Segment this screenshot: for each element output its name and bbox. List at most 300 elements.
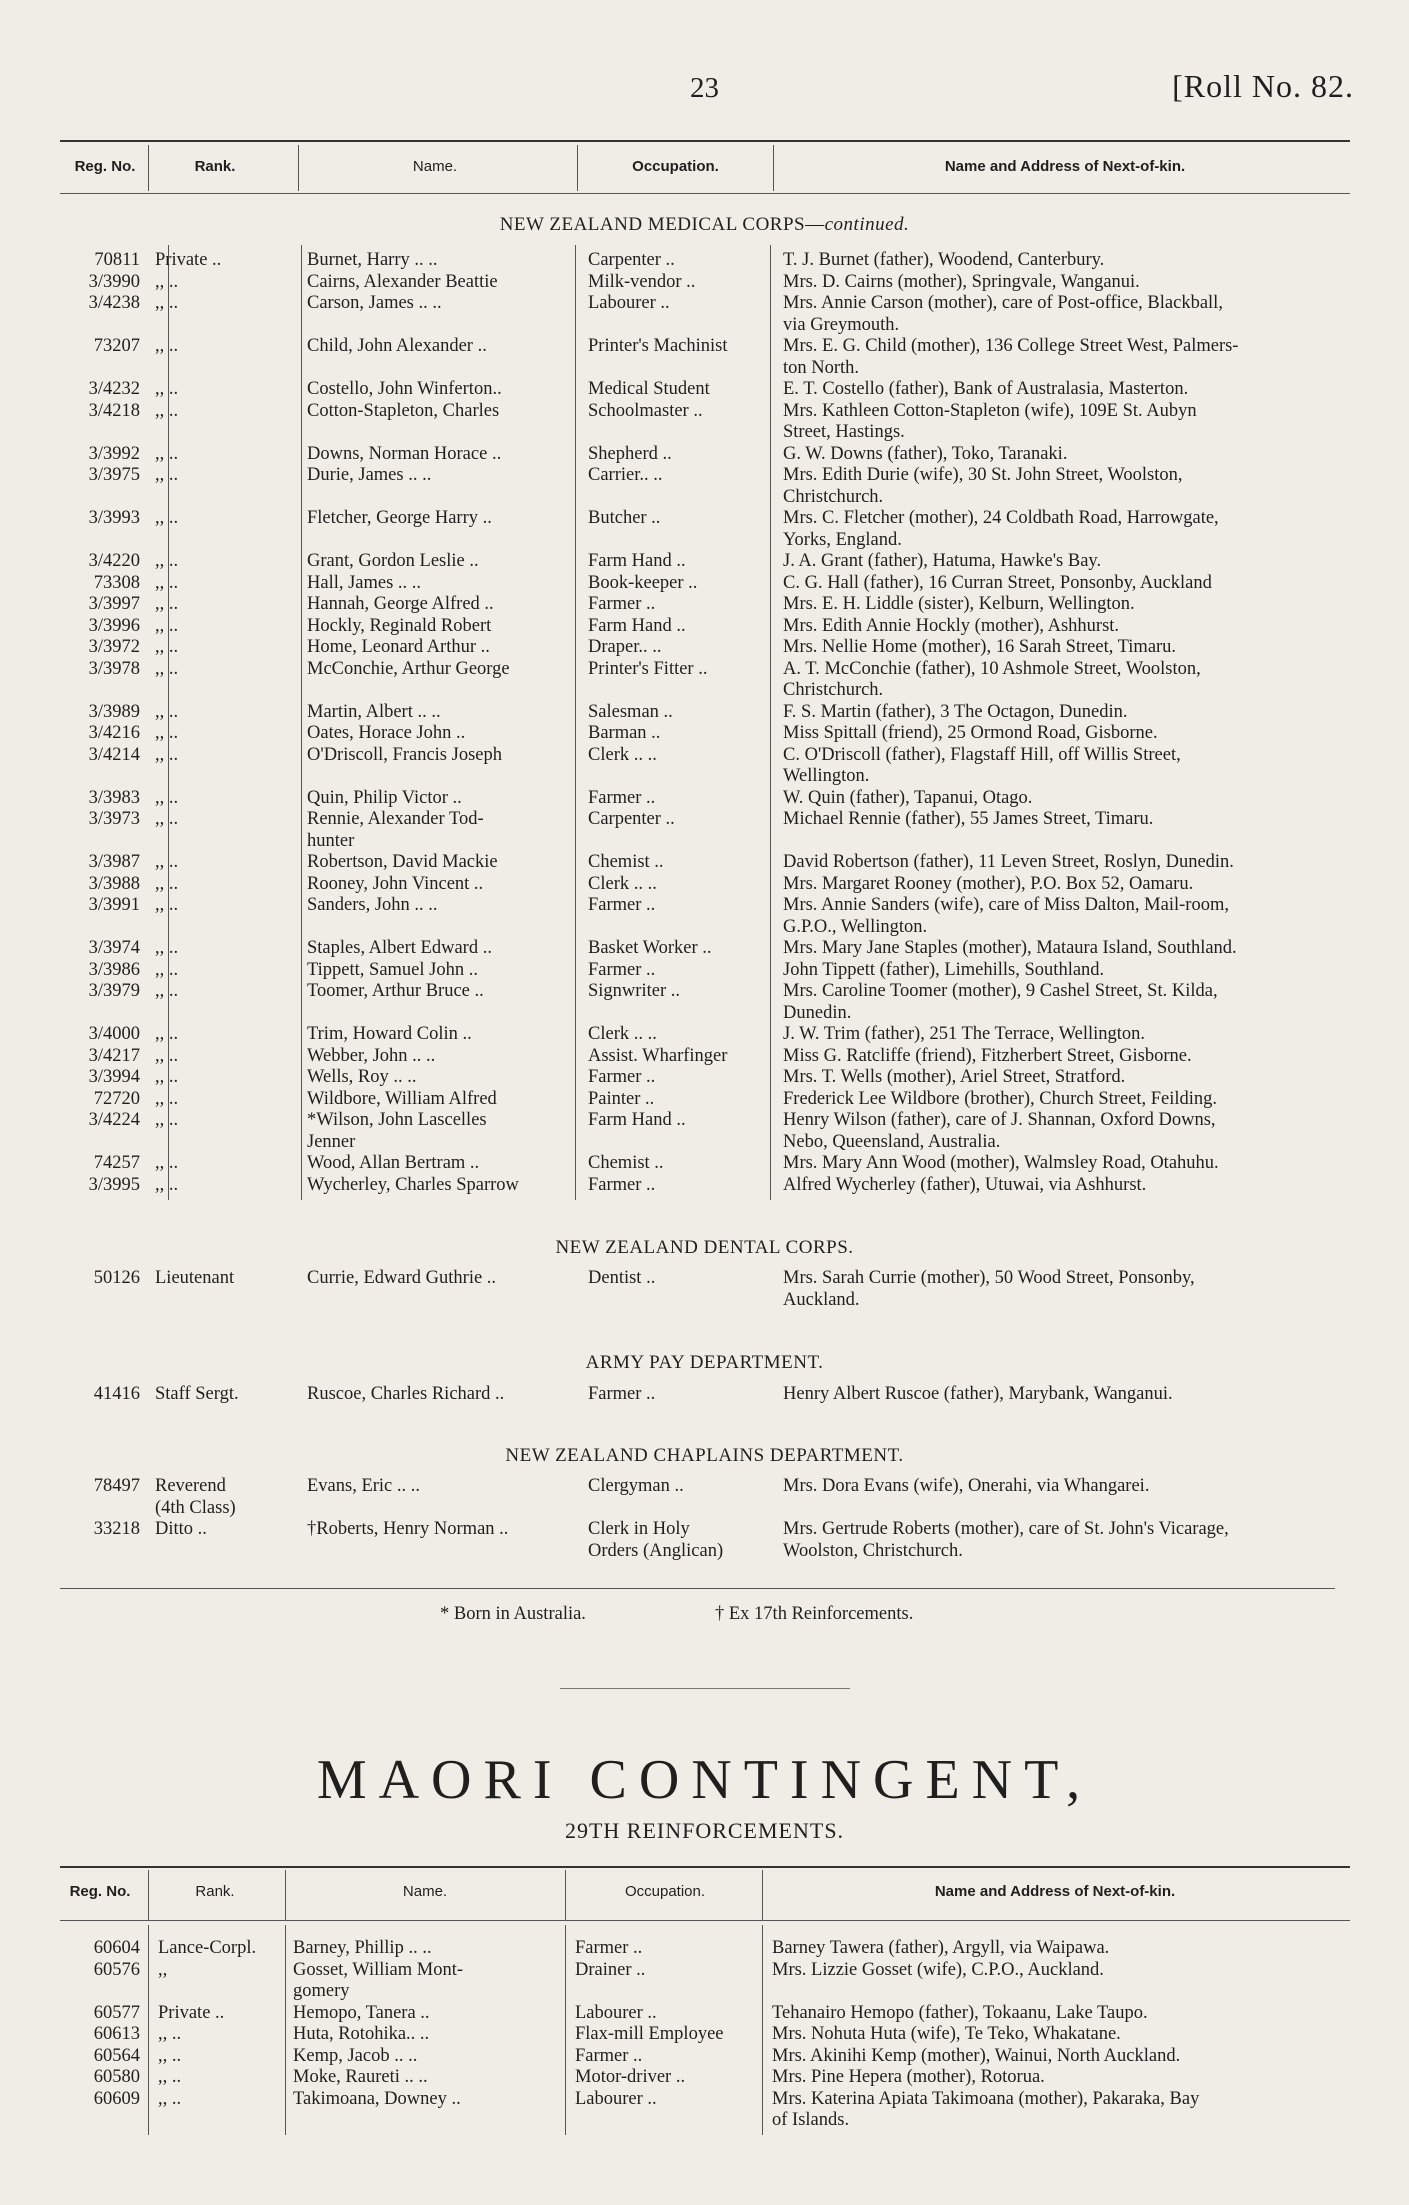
reg-no-cell: 3/4217 [88,1045,140,1066]
name-cell: Hannah, George Alfred .. [307,594,494,614]
table-row [0,593,1409,615]
next-of-kin-cell: Henry Wilson (father), care of J. Shannan, Oxford Downs, [783,1110,1216,1130]
reg-no-cell: 3/3992 [88,443,140,464]
table-row [0,2023,1409,2045]
table-row [0,1383,1409,1405]
page-number: 23 [690,72,719,104]
table-row [0,2066,1409,2088]
name-cell: Ruscoe, Charles Richard .. [307,1384,505,1404]
rank-cell: (4th Class) [155,1497,236,1518]
occupation-cell: Signwriter .. [588,981,680,1001]
occupation-cell: Flax-mill Employee [575,2024,724,2044]
name-cell: Evans, Eric .. .. [307,1476,421,1496]
next-of-kin-cell: F. S. Martin (father), 3 The Octagon, Dunedin. [783,701,1128,722]
occupation-cell: Printer's Fitter .. [588,658,708,679]
occupation-cell: Clerk .. .. [588,1024,657,1044]
table-row [0,1152,1409,1174]
occupation-cell: Butcher .. [588,508,661,528]
table-row [0,744,1409,766]
reg-no-cell: 3/4216 [88,723,140,743]
table-row [0,830,1409,852]
reg-no-cell: 3/3993 [88,508,140,528]
table-row [0,679,1409,701]
maori-contingent-title: MAORI CONTINGENT, [316,1749,1093,1811]
next-of-kin-cell: W. Quin (father), Tapanui, Otago. [783,787,1033,808]
reg-no-cell: 3/4000 [88,1024,140,1044]
rank-cell: Ditto .. [155,1519,207,1539]
next-of-kin-cell: Mrs. D. Cairns (mother), Springvale, Wanganui. [783,271,1140,292]
reg-no-cell: 60580 [93,2067,140,2087]
rank-cell: ,, .. [155,615,179,636]
occupation-cell: Clerk .. .. [588,873,657,894]
reg-no-cell: 3/3974 [88,938,140,958]
reg-no-cell: 60576 [93,1959,140,1980]
next-of-kin-cell: Mrs. Edith Durie (wife), 30 St. John Street, Woolston, [783,465,1183,485]
rank-cell: ,, .. [158,2088,182,2109]
table-row [0,1045,1409,1067]
reg-no-cell: 3/3987 [88,852,140,872]
occupation-cell: Clergyman .. [588,1476,684,1496]
table-row [0,980,1409,1002]
name-cell: gomery [293,1981,350,2001]
table-row [0,421,1409,443]
table-row [0,2109,1409,2131]
next-of-kin-cell: Alfred Wycherley (father), Utuwai, via Ashhurst. [783,1174,1147,1195]
table-row [0,1066,1409,1088]
occupation-cell: Carpenter .. [588,250,675,270]
name-cell: Hall, James .. .. [307,572,422,593]
name-cell: Cotton-Stapleton, Charles [307,400,500,421]
next-of-kin-cell: Mrs. Sarah Currie (mother), 50 Wood Street, Ponsonby, [783,1268,1195,1288]
rank-cell: Reverend [155,1476,226,1496]
occupation-cell: Dentist .. [588,1268,656,1288]
header-divider [298,145,299,191]
rank-cell: ,, .. [155,959,179,980]
name-cell: Quin, Philip Victor .. [307,787,462,808]
rank-cell: ,, .. [155,637,179,657]
occupation-cell: Basket Worker .. [588,938,712,958]
next-of-kin-cell: Mrs. Kathleen Cotton-Stapleton (wife), 109E St. Aubyn [783,400,1197,421]
rank-cell: ,, .. [155,465,179,485]
table-row [0,271,1409,293]
reg-no-cell: 3/3978 [88,658,140,679]
section-separator [560,1688,850,1689]
occupation-cell: Chemist .. [588,852,664,872]
reg-no-cell: 3/4218 [88,400,140,421]
occupation-cell: Farmer .. [588,959,656,980]
occupation-cell: Chemist .. [588,1153,664,1173]
name-cell: Tippett, Samuel John .. [307,959,478,980]
reg-no-cell: 41416 [93,1384,140,1404]
rank-cell: Private .. [158,2002,225,2023]
maori-header-occupation: Occupation. [624,1883,706,1900]
table-row [0,486,1409,508]
name-cell: Downs, Norman Horace .. [307,443,502,464]
reg-no-cell: 73308 [93,572,140,593]
occupation-cell: Carpenter .. [588,809,675,829]
rank-cell: ,, .. [155,1024,179,1044]
name-cell: Wells, Roy .. .. [307,1067,417,1087]
name-cell: Staples, Albert Edward .. [307,938,492,958]
reg-no-cell: 70811 [94,250,140,270]
next-of-kin-cell: J. A. Grant (father), Hatuma, Hawke's Bay. [783,551,1102,571]
occupation-cell: Draper.. .. [588,637,662,657]
maori-header-divider [148,1870,149,1920]
table-row [0,400,1409,422]
reg-no-cell: 33218 [93,1519,140,1539]
occupation-cell: Milk-vendor .. [588,271,696,292]
next-of-kin-cell: E. T. Costello (father), Bank of Australasia, Masterton. [783,379,1189,399]
header-rule-top [60,140,1350,142]
occupation-cell: Farmer .. [588,787,656,808]
next-of-kin-cell: Henry Albert Ruscoe (father), Marybank, Wanganui. [783,1384,1173,1404]
name-cell: Takimoana, Downey .. [293,2088,461,2109]
header-rule-bottom [60,193,1350,194]
occupation-cell: Book-keeper .. [588,572,698,593]
rank-cell: ,, .. [155,744,179,765]
next-of-kin-cell: Mrs. Margaret Rooney (mother), P.O. Box 52, Oamaru. [783,873,1194,894]
maori-header-name: Name. [402,1883,448,1900]
table-row [0,507,1409,529]
next-of-kin-cell: Wellington. [783,766,870,786]
name-cell: Kemp, Jacob .. .. [293,2045,418,2066]
table-row [0,550,1409,572]
footnote-born: * Born in Australia. [440,1604,586,1624]
maori-header-divider [762,1870,763,1920]
next-of-kin-cell: Mrs. Gertrude Roberts (mother), care of St. John's Vicarage, [783,1519,1229,1539]
next-of-kin-cell: Christchurch. [783,486,884,507]
table-row [0,1131,1409,1153]
footnote-rule [60,1588,1335,1589]
next-of-kin-cell: Mrs. Lizzie Gosset (wife), C.P.O., Auckland. [772,1959,1104,1980]
occupation-cell: Labourer .. [588,293,670,313]
table-row [0,1540,1409,1562]
reg-no-cell: 60564 [93,2045,140,2066]
name-cell: Wildbore, William Alfred [307,1088,497,1109]
footnote-ex: † Ex 17th Reinforcements. [715,1604,914,1624]
name-cell: Hemopo, Tanera .. [293,2002,430,2023]
maori-contingent-subtitle: 29TH REINFORCEMENTS. [564,1818,845,1843]
rank-cell: ,, [158,1959,168,1980]
rank-cell: ,, .. [155,551,179,571]
name-cell: Sanders, John .. .. [307,895,438,915]
reg-no-cell: 3/4214 [88,744,140,765]
rank-cell: Private .. [155,250,222,270]
reg-no-cell: 60577 [93,2002,140,2023]
rank-cell: ,, .. [155,701,179,722]
rank-cell: ,, .. [155,873,179,894]
next-of-kin-cell: Mrs. E. G. Child (mother), 136 College Street West, Palmers- [783,336,1239,356]
table-row [0,464,1409,486]
occupation-cell: Farm Hand .. [588,615,686,636]
next-of-kin-cell: C. O'Driscoll (father), Flagstaff Hill, off Willis Street, [783,744,1181,765]
rank-cell: ,, .. [158,2024,182,2044]
occupation-cell: Orders (Anglican) [588,1540,724,1561]
next-of-kin-cell: Mrs. Nellie Home (mother), 16 Sarah Street, Timaru. [783,637,1177,657]
occupation-cell: Farmer .. [588,1067,656,1087]
rank-cell: ,, .. [155,572,179,593]
name-cell: Costello, John Winferton.. [307,379,502,399]
occupation-cell: Printer's Machinist [588,336,728,356]
name-cell: Grant, Gordon Leslie .. [307,551,479,571]
occupation-cell: Carrier.. .. [588,465,663,485]
maori-header-rule-bottom [60,1920,1350,1921]
rank-cell: ,, .. [155,336,179,356]
name-cell: Home, Leonard Arthur .. [307,637,490,657]
table-row [0,314,1409,336]
name-cell: McConchie, Arthur George [307,658,510,679]
name-cell: Currie, Edward Guthrie .. [307,1268,497,1288]
next-of-kin-cell: Yorks, England. [783,529,902,550]
occupation-cell: Farmer .. [588,1174,656,1195]
next-of-kin-cell: Mrs. Katerina Apiata Takimoana (mother), Pakaraka, Bay [772,2088,1200,2109]
next-of-kin-cell: Mrs. Annie Sanders (wife), care of Miss Dalton, Mail-room, [783,895,1229,915]
occupation-cell: Farmer .. [575,1938,643,1958]
rank-cell: ,, .. [155,787,179,808]
occupation-cell: Clerk .. .. [588,744,657,765]
next-of-kin-cell: Mrs. Dora Evans (wife), Onerahi, via Whangarei. [783,1476,1150,1496]
name-cell: Burnet, Harry .. .. [307,250,438,270]
occupation-cell: Labourer .. [575,2002,657,2023]
table-row [0,787,1409,809]
occupation-cell: Barman .. [588,723,661,743]
table-row [0,851,1409,873]
reg-no-cell: 3/3972 [88,637,140,657]
next-of-kin-cell: G.P.O., Wellington. [783,916,928,937]
section-title-medical: NEW ZEALAND MEDICAL CORPS—continued. [499,214,910,235]
name-cell: Durie, James .. .. [307,465,432,485]
next-of-kin-cell: J. W. Trim (father), 251 The Terrace, Wellington. [783,1024,1146,1044]
table-row [0,916,1409,938]
next-of-kin-cell: John Tippett (father), Limehills, Southland. [783,959,1105,980]
table-row [0,572,1409,594]
occupation-cell: Farmer .. [588,895,656,915]
name-cell: Robertson, David Mackie [307,852,498,872]
next-of-kin-cell: A. T. McConchie (father), 10 Ashmole Street, Woolston, [783,658,1201,679]
rank-cell: ,, .. [155,723,179,743]
table-row [0,894,1409,916]
rank-cell: ,, .. [155,271,179,292]
maori-header-divider [285,1870,286,1920]
rank-cell: ,, .. [155,508,179,528]
name-cell: Toomer, Arthur Bruce .. [307,981,484,1001]
table-row [0,701,1409,723]
next-of-kin-cell: Tehanairo Hemopo (father), Tokaanu, Lake Taupo. [772,2002,1148,2023]
header-next-of-kin: Name and Address of Next-of-kin. [944,158,1186,175]
section-title-dental: NEW ZEALAND DENTAL CORPS. [555,1237,854,1258]
name-cell: Webber, John .. .. [307,1045,436,1066]
name-cell: Wycherley, Charles Sparrow [307,1174,519,1195]
rank-cell: ,, .. [155,938,179,958]
rank-cell: Lieutenant [155,1268,235,1288]
reg-no-cell: 3/3973 [88,809,140,829]
reg-no-cell: 3/3986 [88,959,140,980]
reg-no-cell: 3/3983 [88,787,140,808]
next-of-kin-cell: of Islands. [772,2110,850,2130]
next-of-kin-cell: Woolston, Christchurch. [783,1540,963,1561]
name-cell: Trim, Howard Colin .. [307,1024,472,1044]
rank-cell: ,, .. [155,981,179,1001]
header-divider [148,145,149,191]
occupation-cell: Farmer .. [588,594,656,614]
name-cell: hunter [307,830,355,851]
reg-no-cell: 3/3990 [88,271,140,292]
table-row [0,292,1409,314]
rank-cell: ,, .. [155,1110,179,1130]
next-of-kin-cell: C. G. Hall (father), 16 Curran Street, Ponsonby, Auckland [783,572,1212,593]
next-of-kin-cell: Christchurch. [783,680,884,700]
next-of-kin-cell: Mrs. Akinihi Kemp (mother), Wainui, North Auckland. [772,2045,1181,2066]
occupation-cell: Labourer .. [575,2088,657,2109]
rank-cell: ,, .. [155,852,179,872]
header-divider [577,145,578,191]
reg-no-cell: 73207 [93,336,140,356]
table-row [0,1267,1409,1289]
name-cell: Gosset, William Mont- [293,1959,464,1980]
table-row [0,1174,1409,1196]
reg-no-cell: 3/3997 [88,594,140,614]
name-cell: O'Driscoll, Francis Joseph [307,744,502,765]
occupation-cell: Medical Student [588,379,710,399]
header-divider [773,145,774,191]
occupation-cell: Farmer .. [575,2045,643,2066]
rank-cell: ,, .. [158,2067,182,2087]
next-of-kin-cell: Dunedin. [783,1002,852,1023]
table-row [0,722,1409,744]
table-row [0,658,1409,680]
rank-cell: ,, .. [155,293,179,313]
next-of-kin-cell: Mrs. Pine Hepera (mother), Rotorua. [772,2067,1045,2087]
next-of-kin-cell: Mrs. E. H. Liddle (sister), Kelburn, Wellington. [783,594,1135,614]
next-of-kin-cell: Mrs. C. Fletcher (mother), 24 Coldbath Road, Harrowgate, [783,508,1219,528]
name-cell: Child, John Alexander .. [307,336,487,356]
name-cell: Rooney, John Vincent .. [307,873,484,894]
occupation-cell: Motor-driver .. [575,2067,686,2087]
occupation-cell: Farmer .. [588,1384,656,1404]
reg-no-cell: 3/3996 [88,615,140,636]
table-row [0,765,1409,787]
reg-no-cell: 3/3988 [88,873,140,894]
table-row [0,808,1409,830]
table-row [0,2045,1409,2067]
next-of-kin-cell: Miss G. Ratcliffe (friend), Fitzherbert Street, Gisborne. [783,1045,1192,1066]
next-of-kin-cell: Mrs. Annie Carson (mother), care of Post-office, Blackball, [783,293,1223,313]
occupation-cell: Shepherd .. [588,443,672,464]
table-row [0,636,1409,658]
reg-no-cell: 3/4224 [88,1110,140,1130]
reg-no-cell: 60609 [93,2088,140,2109]
next-of-kin-cell: ton North. [783,357,860,378]
next-of-kin-cell: David Robertson (father), 11 Leven Street, Roslyn, Dunedin. [783,852,1234,872]
reg-no-cell: 60604 [93,1938,140,1958]
next-of-kin-cell: Mrs. Mary Ann Wood (mother), Walmsley Road, Otahuhu. [783,1153,1219,1173]
header-occupation: Occupation. [632,158,719,175]
maori-header-divider [565,1870,566,1920]
next-of-kin-cell: Mrs. Edith Annie Hockly (mother), Ashhurst. [783,615,1120,636]
reg-no-cell: 3/3995 [88,1174,140,1195]
name-cell: Hockly, Reginald Robert [307,615,492,636]
reg-no-cell: 3/4238 [88,293,140,313]
rank-cell: ,, .. [155,1045,179,1066]
name-cell: Huta, Rotohika.. .. [293,2024,430,2044]
table-row [0,2002,1409,2024]
occupation-cell: Salesman .. [588,701,673,722]
next-of-kin-cell: via Greymouth. [783,314,900,335]
name-cell: Cairns, Alexander Beattie [307,271,498,292]
next-of-kin-cell: Nebo, Queensland, Australia. [783,1131,1001,1152]
table-row [0,1518,1409,1540]
next-of-kin-cell: T. J. Burnet (father), Woodend, Canterbury. [783,250,1105,270]
next-of-kin-cell: Michael Rennie (father), 55 James Street, Timaru. [783,809,1154,829]
reg-no-cell: 3/3994 [88,1067,140,1087]
table-row [0,443,1409,465]
rank-cell: ,, .. [155,658,179,679]
section-title-chaplains: NEW ZEALAND CHAPLAINS DEPARTMENT. [505,1445,904,1466]
table-row [0,1980,1409,2002]
next-of-kin-cell: Frederick Lee Wildbore (brother), Church Street, Feilding. [783,1088,1218,1109]
next-of-kin-cell: Mrs. T. Wells (mother), Ariel Street, Stratford. [783,1067,1126,1087]
reg-no-cell: 3/3975 [88,465,140,485]
occupation-cell: Painter .. [588,1088,655,1109]
rank-cell: Staff Sergt. [155,1384,239,1404]
reg-no-cell: 74257 [93,1153,140,1173]
occupation-cell: Clerk in Holy [588,1519,690,1539]
next-of-kin-cell: Auckland. [783,1289,860,1310]
rank-cell: ,, .. [155,1174,179,1195]
reg-no-cell: 3/4220 [88,551,140,571]
rank-cell: ,, .. [155,443,179,464]
table-row [0,249,1409,271]
table-row [0,357,1409,379]
table-row [0,1088,1409,1110]
next-of-kin-cell: G. W. Downs (father), Toko, Taranaki. [783,443,1068,464]
reg-no-cell: 3/3991 [88,895,140,915]
rank-cell: ,, .. [155,1088,179,1109]
roll-number: [Roll No. 82. [1172,68,1354,104]
occupation-cell: Assist. Wharfinger [588,1045,728,1066]
header-rank: Rank. [194,158,236,175]
name-cell: Wood, Allan Bertram .. [307,1153,480,1173]
rank-cell: ,, .. [155,895,179,915]
rank-cell: Lance-Corpl. [158,1938,257,1958]
section-title-pay: ARMY PAY DEPARTMENT. [585,1352,824,1373]
rank-cell: ,, .. [155,1067,179,1087]
reg-no-cell: 50126 [93,1268,140,1288]
reg-no-cell: 3/3979 [88,981,140,1001]
table-row [0,2088,1409,2110]
name-cell: Oates, Horace John .. [307,723,466,743]
name-cell: Martin, Albert .. .. [307,701,441,722]
rank-cell: ,, .. [155,1153,179,1173]
next-of-kin-cell: Mrs. Mary Jane Staples (mother), Mataura Island, Southland. [783,938,1237,958]
table-row [0,335,1409,357]
rank-cell: ,, .. [155,594,179,614]
name-cell: Fletcher, George Harry .. [307,508,492,528]
name-cell: Carson, James .. .. [307,293,442,313]
rank-cell: ,, .. [155,809,179,829]
next-of-kin-cell: Street, Hastings. [783,422,905,442]
table-row [0,1475,1409,1497]
rank-cell: ,, .. [155,379,179,399]
table-row [0,378,1409,400]
table-row [0,1002,1409,1024]
next-of-kin-cell: Mrs. Caroline Toomer (mother), 9 Cashel Street, St. Kilda, [783,981,1218,1001]
reg-no-cell: 60613 [93,2024,140,2044]
table-row [0,529,1409,551]
occupation-cell: Schoolmaster .. [588,400,703,421]
next-of-kin-cell: Mrs. Nohuta Huta (wife), Te Teko, Whakatane. [772,2024,1121,2044]
occupation-cell: Drainer .. [575,1959,646,1980]
